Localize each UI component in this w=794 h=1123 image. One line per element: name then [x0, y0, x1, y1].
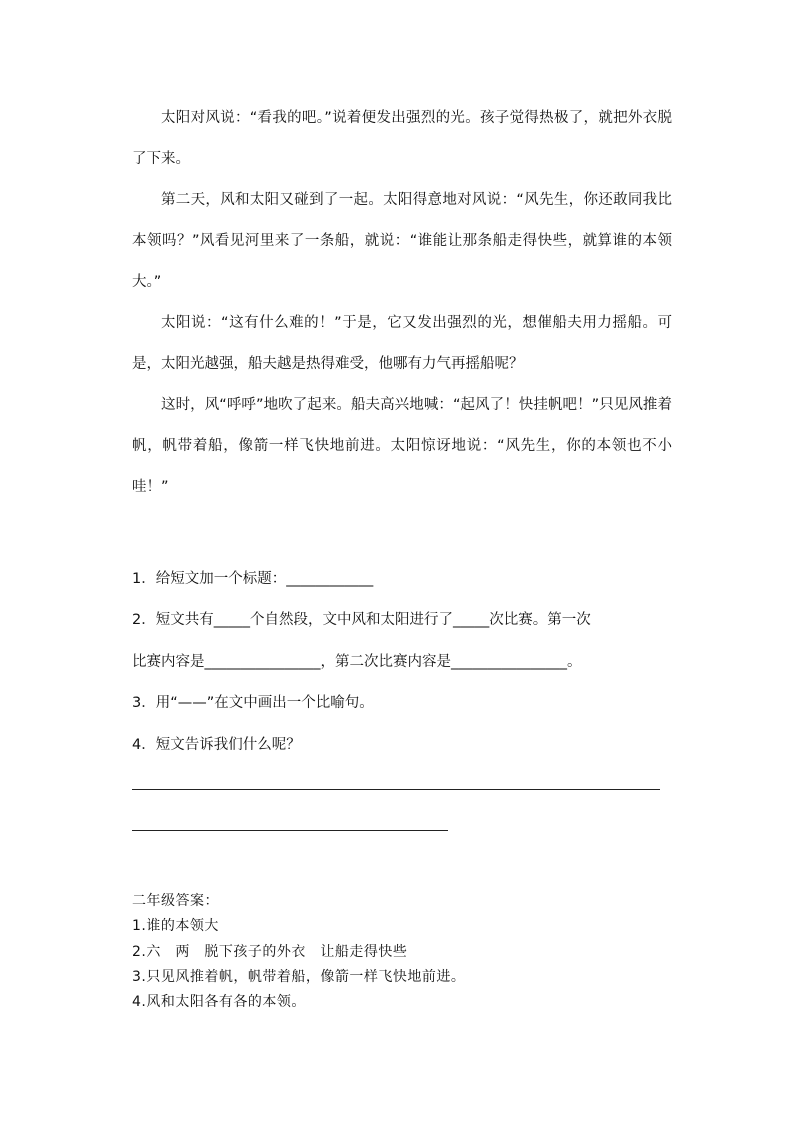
answer-4: 4.风和太阳各有各的本领。 — [132, 994, 306, 1010]
story-paragraph-3: 太阳说：“这有什么难的！”于是，它又发出强烈的光，想催船夫用力摇船。可是，太阳光越强，船夫越是热得难受，他哪有力气再摇船呢？ — [132, 315, 672, 372]
story-paragraph-2: 第二天，风和太阳又碰到了一起。太阳得意地对风说：“风先生，你还敢同我比本领吗？”风看见河里来了一条船，就说：“谁能让那条船走得快些，就算谁的本领大。” — [132, 192, 672, 290]
answer-blank-line-2[interactable] — [132, 830, 448, 831]
question-4: 4．短文告诉我们什么呢？ — [132, 737, 301, 753]
answer-3: 3.只见风推着帆，帆带着船，像箭一样飞快地前进。 — [132, 969, 466, 985]
answer-1: 1.谁的本领大 — [132, 918, 219, 934]
answers-heading: 二年级答案： — [132, 893, 219, 909]
question-1: 1．给短文加一个标题：____________ — [132, 571, 374, 587]
question-2-line-2: 比赛内容是________________，第二次比赛内容是________________。 — [132, 654, 582, 670]
question-2-line-1: 2．短文共有_____个自然段，文中风和太阳进行了_____次比赛。第一次 — [132, 612, 591, 628]
question-3: 3．用“——”在文中画出一个比喻句。 — [132, 695, 374, 711]
story-paragraph-4: 这时，风“呼呼”地吹了起来。船夫高兴地喊：“起风了！快挂帆吧！”只见风推着帆，帆带着船，像箭一样飞快地前进。太阳惊讶地说：“风先生，你的本领也不小哇！” — [132, 397, 672, 495]
story-paragraph-1: 太阳对风说：“看我的吧。”说着便发出强烈的光。孩子觉得热极了，就把外衣脱了下来。 — [132, 110, 672, 167]
answer-blank-line-1[interactable] — [132, 789, 660, 790]
answer-2: 2.六 两 脱下孩子的外衣 让船走得快些 — [132, 944, 408, 960]
